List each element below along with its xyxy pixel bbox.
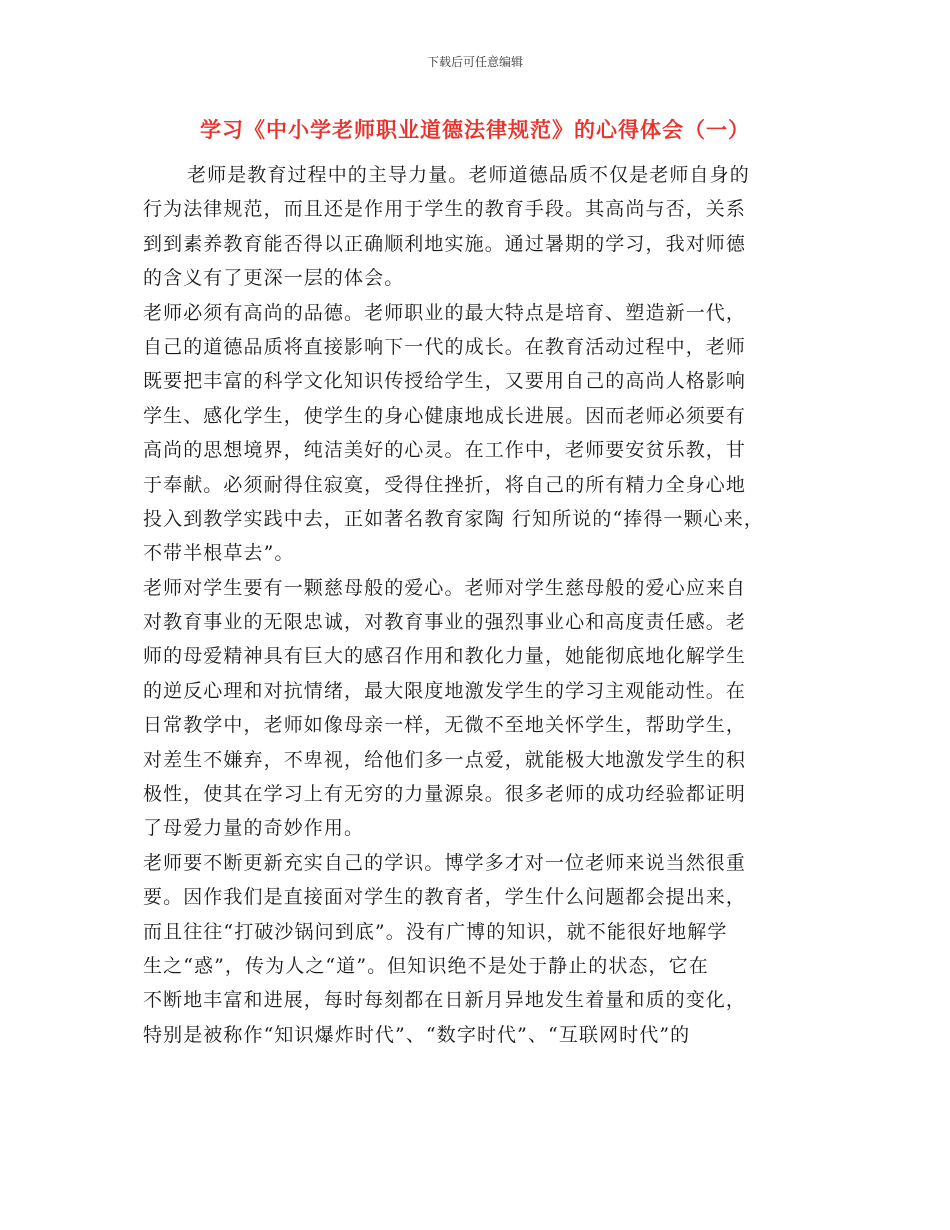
body-line: 高尚的思想境界，纯洁美好的心灵。在工作中，老师要安贫乐教，甘	[143, 439, 747, 462]
body-line: 的逆反心理和对抗情绪，最大限度地激发学生的学习主观能动性。在	[143, 679, 747, 702]
body-line: 自己的道德品质将直接影响下一代的成长。在教育活动过程中，老师	[143, 335, 747, 358]
body-line: 对教育事业的无限忠诚，对教育事业的强烈事业心和高度责任感。老	[143, 611, 747, 634]
body-line: 学生、感化学生，使学生的身心健康地成长进展。因而老师必须要有	[143, 404, 747, 427]
body-line: 师的母爱精神具有巨大的感召作用和教化力量，她能彻底地化解学生	[143, 645, 747, 668]
body-line: 生之“惑”，传为人之“道”。但知识绝不是处于静止的状态，它在	[143, 954, 709, 977]
body-line: 老师要不断更新充实自己的学识。博学多才对一位老师来说当然很重	[143, 851, 747, 874]
body-line: 而且往往“打破沙锅问到底”。没有广博的知识，就不能很好地解学	[143, 920, 728, 943]
body-line: 日常教学中，老师如像母亲一样，无微不至地关怀学生，帮助学生，	[143, 714, 747, 737]
body-line: 老师是教育过程中的主导力量。老师道德品质不仅是老师自身的	[187, 164, 750, 186]
body-line: 不带半根草去”。	[143, 542, 295, 565]
body-line: 老师必须有高尚的品德。老师职业的最大特点是培育、塑造新一代，	[143, 301, 747, 324]
body-line: 极性，使其在学习上有无穷的力量源泉。很多老师的成功经验都证明	[143, 783, 747, 806]
document-body	[143, 158, 813, 1052]
body-line: 对差生不嫌弃，不卑视，给他们多一点爱，就能极大地激发学生的积	[143, 748, 747, 771]
body-line: 不断地丰富和进展，每时每刻都在日新月异地发生着量和质的变化，	[143, 989, 747, 1012]
body-line: 到到素养教育能否得以正确顺利地实施。通过暑期的学习，我对师德	[143, 232, 747, 255]
document-title: 学习《中小学老师职业道德法律规范》的心得体会（一）	[200, 118, 750, 142]
body-line: 特别是被称作“知识爆炸时代”、“数字时代”、“互联网时代”的	[143, 1023, 691, 1046]
body-line: 于奉献。必须耐得住寂寞，受得住挫折，将自己的所有精力全身心地	[143, 473, 747, 496]
body-line: 了母爱力量的奇妙作用。	[143, 817, 365, 840]
body-line: 投入到教学实践中去，正如著名教育家陶 行知所说的“捧得一颗心来，	[143, 507, 764, 530]
body-line: 既要把丰富的科学文化知识传授给学生，又要用自己的高尚人格影响	[143, 370, 747, 393]
body-line: 行为法律规范，而且还是作用于学生的教育手段。其高尚与否，关系	[143, 198, 747, 221]
header-note: 下载后可任意编辑	[426, 55, 523, 69]
body-line: 老师对学生要有一颗慈母般的爱心。老师对学生慈母般的爱心应来自	[143, 576, 747, 599]
body-line: 的含义有了更深一层的体会。	[143, 267, 405, 290]
body-line: 要。因作我们是直接面对学生的教育者，学生什么问题都会提出来，	[143, 886, 747, 909]
